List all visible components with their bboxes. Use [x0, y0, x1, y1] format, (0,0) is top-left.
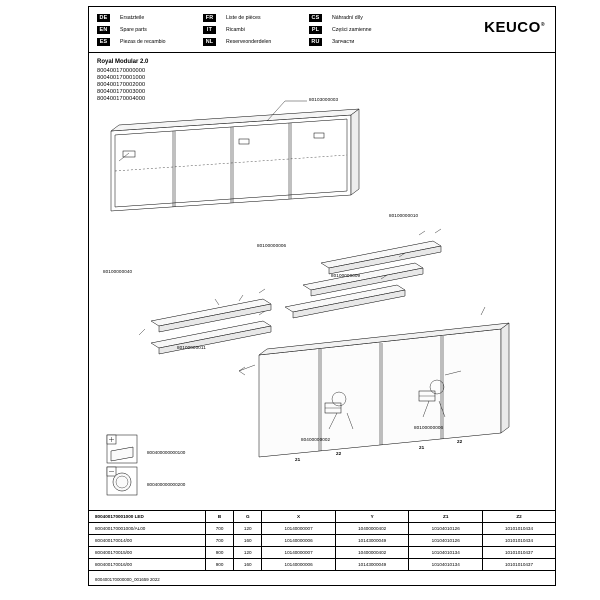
- mirror-front-assembly: [239, 307, 509, 457]
- table-row: [89, 535, 555, 547]
- cell-x: 10140000006: [262, 559, 336, 571]
- label-rail-lower: 80100000009: [331, 273, 361, 278]
- col-header-g: G: [234, 511, 262, 523]
- callout-22-left: 22: [336, 451, 342, 456]
- lang-name-ru: Запчасти: [332, 39, 355, 45]
- label-top-cabinet: 80103000003: [309, 97, 339, 102]
- cell-y: 10143000049: [335, 535, 409, 547]
- lang-name-it: Ricambi: [226, 27, 245, 33]
- cell-z1: 10104010126: [409, 535, 483, 547]
- callout-21-right: 21: [419, 445, 425, 450]
- col-header-z1: Z1: [409, 511, 483, 523]
- sheet-header: [89, 7, 555, 53]
- label-door-cluster-left: 80400000002: [301, 437, 331, 442]
- legend-icons: [107, 435, 137, 495]
- cell-b: 900: [206, 547, 234, 559]
- lang-code-cs: CS: [309, 14, 322, 22]
- lang-code-ru: RU: [309, 38, 322, 46]
- cell-b: 900: [206, 559, 234, 571]
- cell-b: 700: [206, 523, 234, 535]
- lang-code-it: IT: [203, 26, 216, 34]
- col-header-z2: Z2: [483, 511, 556, 523]
- cell-g: 160: [234, 535, 262, 547]
- cell-article: 800400170015/00: [89, 547, 206, 559]
- cell-y: 10400000402: [335, 523, 409, 535]
- product-name: Royal Modular 2.0: [97, 59, 149, 65]
- cell-g: 120: [234, 523, 262, 535]
- spare-parts-sheet: [88, 6, 556, 586]
- cell-g: 160: [234, 559, 262, 571]
- table-header-row: [89, 511, 555, 523]
- lang-name-pl: Części zamienne: [332, 27, 372, 33]
- cell-article: 800400170001000/AL00: [89, 523, 206, 535]
- table-row: [89, 547, 555, 559]
- cell-y: 10400000402: [335, 547, 409, 559]
- lang-code-en: EN: [97, 26, 110, 34]
- cabinet-assembly-top: [111, 101, 359, 211]
- col-header-y: Y: [335, 511, 409, 523]
- cell-x: 10140000007: [262, 523, 336, 535]
- lang-code-nl: NL: [203, 38, 216, 46]
- logo-text: KEUCO: [484, 19, 541, 36]
- table-row: [89, 559, 555, 571]
- keuco-logo: [484, 19, 545, 36]
- cell-z1: 10104010126: [409, 523, 483, 535]
- drawing-canvas: [89, 53, 557, 527]
- callout-21-left: 21: [295, 457, 301, 462]
- legend-label-1: 800400000000100: [147, 450, 186, 455]
- article-number-1: 800400170000000: [97, 68, 146, 74]
- spec-table-wrapper: [89, 510, 555, 571]
- cell-y: 10143000049: [335, 559, 409, 571]
- table-row: [89, 523, 555, 535]
- article-number-4: 800400170003000: [97, 89, 146, 95]
- lang-name-cs: Náhradní díly: [332, 15, 363, 21]
- lang-name-nl: Reserveonderdelen: [226, 39, 272, 45]
- cell-g: 120: [234, 547, 262, 559]
- cell-z2: 10101010437: [483, 547, 556, 559]
- document-id: 800400170000000_001659 2022: [95, 577, 160, 582]
- lang-name-de: Ersatzteile: [120, 15, 145, 21]
- article-number-2: 800400170001000: [97, 75, 146, 81]
- cell-x: 10140000006: [262, 535, 336, 547]
- lang-name-fr: Liste de pièces: [226, 15, 261, 21]
- label-panel-group: 80100000011: [177, 345, 206, 350]
- lang-code-es: ES: [97, 38, 110, 46]
- logo-registered-mark: ®: [540, 22, 545, 28]
- callout-22-right: 22: [457, 439, 463, 444]
- cell-article: 800400170016/00: [89, 559, 206, 571]
- lang-code-fr: FR: [203, 14, 216, 22]
- col-header-article: 800400170001000 LED: [89, 511, 206, 523]
- col-header-b: B: [206, 511, 234, 523]
- lang-name-es: Piezas de recambio: [120, 39, 166, 45]
- label-rail-mid: 80100000006: [257, 243, 287, 248]
- cell-article: 800400170014/00: [89, 535, 206, 547]
- legend-label-2: 800400000000200: [147, 482, 186, 487]
- article-number-3: 800400170002000: [97, 82, 146, 88]
- cell-z1: 10104010134: [409, 559, 483, 571]
- spec-table: [89, 511, 555, 571]
- article-number-5: 800400170004000: [97, 96, 146, 102]
- language-legend: [97, 12, 415, 48]
- cell-z2: 10101010434: [483, 523, 556, 535]
- cell-z2: 10101010437: [483, 559, 556, 571]
- col-header-x: X: [262, 511, 336, 523]
- technical-drawing: [89, 53, 555, 527]
- cell-b: 700: [206, 535, 234, 547]
- cell-x: 10140000007: [262, 547, 336, 559]
- label-door-cluster-right: 80100000006: [414, 425, 444, 430]
- lang-code-pl: PL: [309, 26, 322, 34]
- lang-code-de: DE: [97, 14, 110, 22]
- cell-z2: 10101010434: [483, 535, 556, 547]
- label-rail-long-top: 80100000010: [389, 213, 419, 218]
- lang-name-en: Spare parts: [120, 27, 147, 33]
- label-rail-bottom-left: 80100000040: [103, 269, 133, 274]
- cell-z1: 10104010134: [409, 547, 483, 559]
